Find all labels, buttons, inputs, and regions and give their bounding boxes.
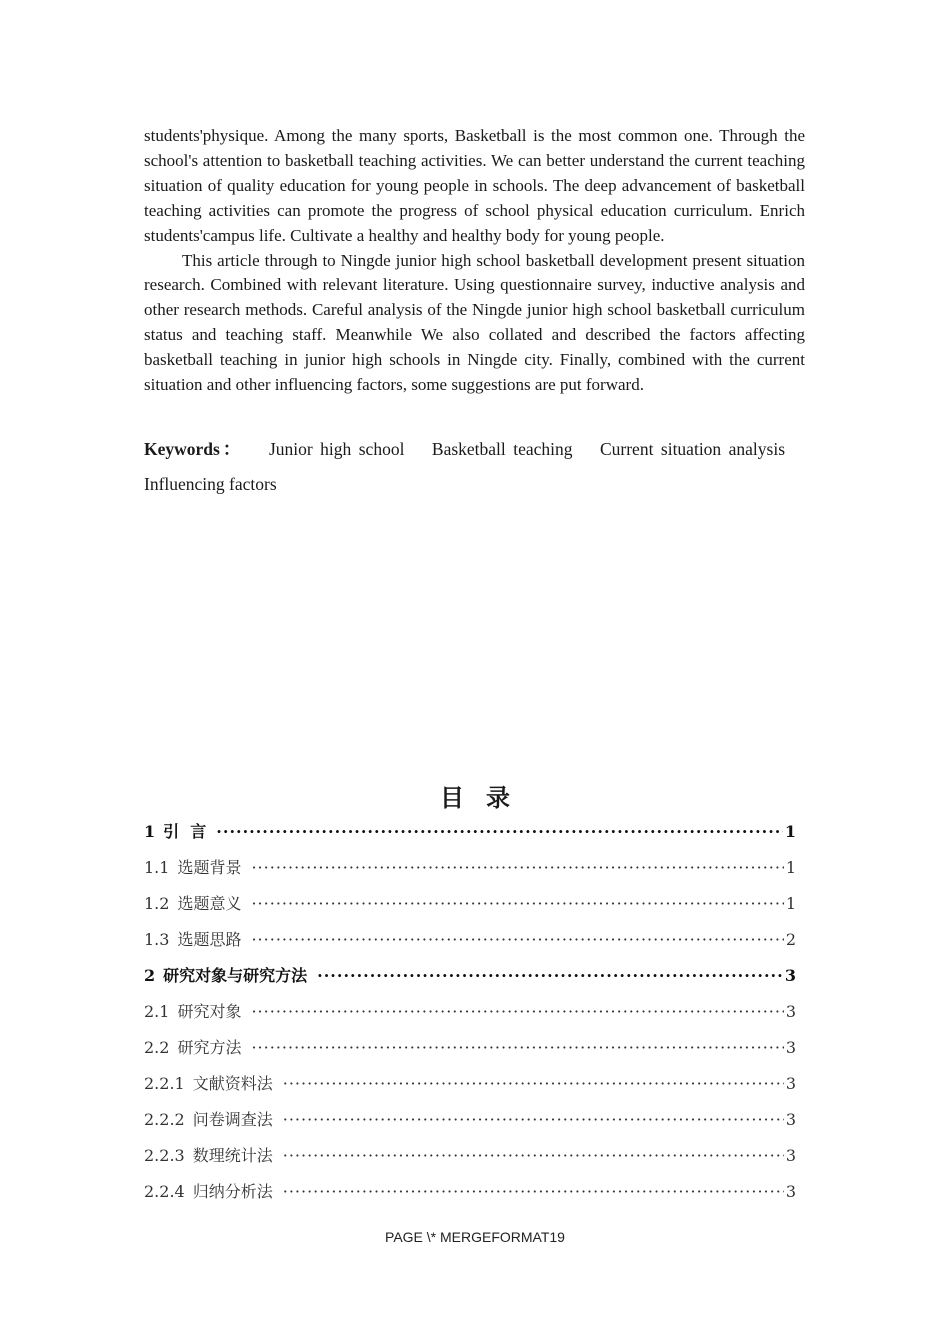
- toc-leader-dots: [283, 1066, 784, 1102]
- toc-entry-page: 1: [785, 858, 796, 877]
- toc-entry-page: 1: [784, 822, 796, 841]
- toc-entry-number: 1.1: [144, 858, 170, 877]
- table-of-contents: [144, 814, 796, 1210]
- toc-entry-label: 研究对象: [177, 1002, 242, 1021]
- toc-entry-number: 2.2.4: [144, 1182, 185, 1201]
- toc-entry[interactable]: [144, 1138, 796, 1174]
- toc-entry-label: 选题意义: [177, 894, 242, 913]
- keyword-item: Basketball teaching: [431, 438, 573, 459]
- keyword-item: Junior high school: [268, 438, 405, 459]
- toc-entry-number: 2.2.1: [144, 1074, 185, 1093]
- toc-entry-number: 2.1: [144, 1002, 170, 1021]
- toc-entry[interactable]: [144, 1174, 796, 1210]
- keyword-item: Current situation analysis: [599, 438, 786, 459]
- toc-leader-dots: [251, 922, 783, 958]
- toc-entry-label: 研究方法: [177, 1038, 242, 1057]
- keywords-block: [144, 432, 805, 502]
- toc-entry-label: 引 言: [163, 822, 207, 841]
- toc-entry[interactable]: [144, 850, 796, 886]
- abstract-paragraph-1: students'physique. Among the many sports, Basketball is the most common one. Through the school's attention to basketball teaching activities. We can better understand the current teaching situation of quality education for young people in schools. The deep advancement of basketball teaching activities can promote the progress of school physical education curriculum. Enrich students'campus life. Cultivate a healthy and healthy body for young people.: [144, 126, 805, 245]
- toc-entry[interactable]: [144, 814, 796, 850]
- toc-entry-page: 3: [785, 1002, 796, 1021]
- toc-entry-page: 3: [785, 1038, 796, 1057]
- toc-entry-number: 1: [144, 822, 156, 841]
- toc-leader-dots: [251, 994, 783, 1030]
- toc-entry-number: 2.2.3: [144, 1146, 185, 1165]
- toc-entry[interactable]: [144, 1102, 796, 1138]
- toc-entry-page: 3: [784, 966, 796, 985]
- toc-entry-label: 研究对象与研究方法: [163, 966, 308, 985]
- toc-entry-number: 2.2.2: [144, 1110, 185, 1129]
- toc-entry-label: 归纳分析法: [192, 1182, 273, 1201]
- keyword-item: Influencing factors: [144, 473, 277, 494]
- toc-title: 目录: [440, 784, 532, 812]
- toc-leader-dots: [283, 1138, 784, 1174]
- toc-entry[interactable]: [144, 1030, 796, 1066]
- page-footer: PAGE \* MERGEFORMAT19: [385, 1229, 565, 1245]
- toc-leader-dots: [283, 1174, 784, 1210]
- toc-entry[interactable]: [144, 922, 796, 958]
- toc-entry[interactable]: [144, 886, 796, 922]
- toc-leader-dots: [251, 886, 783, 922]
- keywords-label: Keywords：: [144, 438, 244, 459]
- abstract-section: [144, 124, 805, 502]
- abstract-paragraph-2: This article through to Ningde junior high school basketball development present situation research. Combined with relevant literature. Using questionnaire survey, inductive analysis and other research methods. Careful analysis of the Ningde junior high school basketball curriculum status and teaching staff. Meanwhile We also collated and described the factors affecting basketball teaching in junior high schools in Ningde city. Finally, combined with the current situation and other influencing factors, some suggestions are put forward.: [144, 250, 805, 395]
- toc-entry-page: 1: [785, 894, 796, 913]
- toc-leader-dots: [251, 1030, 783, 1066]
- toc-entry-number: 1.2: [144, 894, 170, 913]
- toc-entry-label: 选题背景: [177, 858, 242, 877]
- toc-entry-label: 问卷调查法: [192, 1110, 273, 1129]
- toc-entry-number: 2.2: [144, 1038, 170, 1057]
- toc-entry[interactable]: [144, 994, 796, 1030]
- toc-entry[interactable]: [144, 1066, 796, 1102]
- toc-entry-page: 3: [785, 1146, 796, 1165]
- toc-leader-dots: [317, 958, 783, 994]
- toc-entry-label: 选题思路: [177, 930, 242, 949]
- toc-leader-dots: [216, 814, 783, 850]
- toc-entry-page: 3: [785, 1182, 796, 1201]
- toc-entry-page: 3: [785, 1110, 796, 1129]
- toc-entry-page: 2: [785, 930, 796, 949]
- toc-entry-number: 2: [144, 966, 156, 985]
- toc-entry-label: 文献资料法: [192, 1074, 273, 1093]
- toc-entry[interactable]: [144, 958, 796, 994]
- toc-leader-dots: [283, 1102, 784, 1138]
- toc-entry-label: 数理统计法: [192, 1146, 273, 1165]
- toc-entry-number: 1.3: [144, 930, 170, 949]
- toc-entry-page: 3: [785, 1074, 796, 1093]
- toc-leader-dots: [251, 850, 783, 886]
